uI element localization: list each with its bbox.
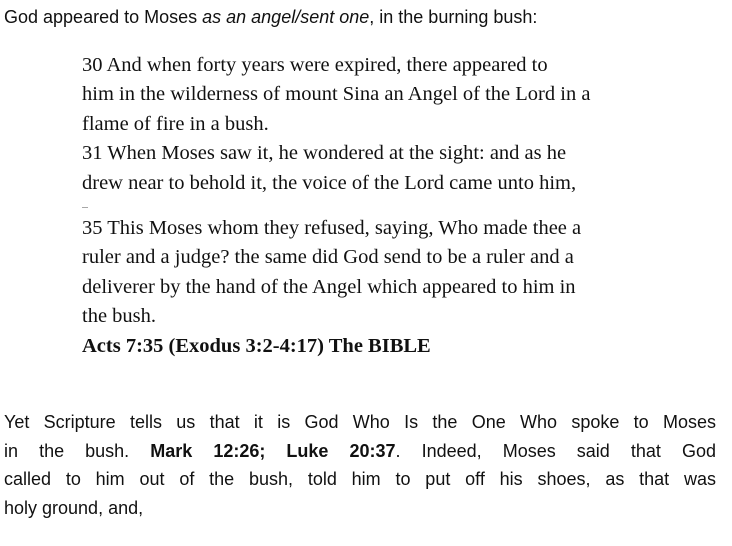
intro-emphasis: as an angel/sent one (202, 7, 370, 27)
verse-31-line-2: drew near to behold it, the voice of the Lord came unto him, (82, 171, 577, 194)
body-paragraph (4, 408, 716, 523)
paragraph-line-4: holy ground, and, (4, 498, 144, 519)
scripture-quote (82, 51, 722, 361)
verse-35-line-3: deliverer by the hand of the Angel which appeared to him in (82, 275, 576, 298)
scripture-references: Mark 12:26; Luke 20:37 (150, 440, 396, 461)
paragraph-line-1: Yet Scripture tells us that it is God Who Is the One Who spoke to Moses (4, 412, 716, 432)
verse-35-line-2: ruler and a judge? the same did God send to be a ruler and a (82, 246, 574, 269)
intro-suffix: , in the burning bush: (369, 7, 538, 27)
verse-31-line-1: 31 When Moses saw it, he wondered at the sight: and as he (82, 142, 567, 165)
omission-ellipsis: ... (82, 201, 88, 211)
verse-30-line-2: him in the wilderness of mount Sina an Angel of the Lord in a (82, 83, 591, 106)
verse-30-line-1: 30 And when forty years were expired, there appeared to (82, 54, 548, 76)
verse-35-line-1: 35 This Moses whom they refused, saying, Who made thee a (82, 217, 582, 240)
verse-35-line-4: the bush. (82, 305, 157, 328)
intro-prefix: God appeared to Moses (4, 7, 203, 27)
paragraph-line-2-start: in the bush. (4, 440, 151, 461)
verse-30-line-3: flame of fire in a bush. (82, 112, 269, 135)
scripture-citation: Acts 7:35 (Exodus 3:2-4:17) The BIBLE (82, 334, 431, 357)
paragraph-line-2 (4, 437, 716, 466)
intro-line (4, 4, 728, 30)
paragraph-line-3: called to him out of the bush, told him to put off his shoes, as that was (4, 469, 716, 490)
paragraph-line-2-end: . Indeed, Moses said that God (395, 440, 716, 461)
